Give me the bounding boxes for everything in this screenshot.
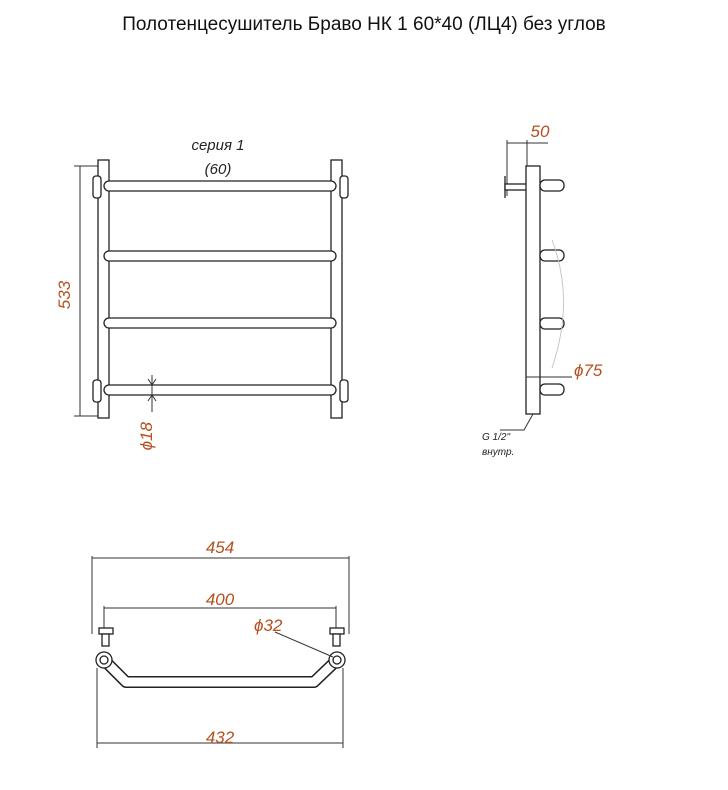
left-mount-top — [93, 176, 101, 198]
depth-dim-label: 50 — [530, 122, 550, 141]
thread-note: внутр. — [482, 447, 515, 458]
side-rung-4 — [540, 384, 564, 395]
side-rung-3 — [540, 318, 564, 329]
pipe-dim-label: ϕ32 — [254, 616, 283, 635]
page-title: Полотенцесушитель Браво НК 1 60*40 (ЛЦ4) без углов — [122, 14, 606, 35]
top-rail-inner — [104, 660, 337, 682]
top-mount-left-stem — [102, 634, 109, 646]
left-post — [98, 160, 109, 418]
tube-dim-label: ϕ18 — [137, 422, 156, 451]
rung-2 — [104, 251, 336, 261]
flange-dim-label: ϕ75 — [574, 361, 603, 380]
side-view — [482, 122, 603, 458]
series-value: (60) — [204, 161, 232, 178]
thread-leader — [500, 414, 533, 430]
front-view — [55, 137, 348, 450]
top-mount-left-plate — [99, 628, 113, 634]
width-dim-label: 432 — [205, 728, 235, 747]
side-rung-1 — [540, 180, 564, 191]
rung-4 — [104, 385, 336, 395]
top-view — [92, 538, 349, 748]
pipe-dim-leader — [275, 632, 333, 657]
side-rung-2 — [540, 250, 564, 261]
thread-label: G 1/2" — [482, 432, 511, 443]
overall-dim-label: 454 — [205, 538, 235, 557]
top-mount-right-plate — [330, 628, 344, 634]
wall-bracket-arm — [505, 184, 527, 190]
right-post — [331, 160, 342, 418]
right-mount-top — [340, 176, 348, 198]
series-label: серия 1 — [191, 137, 245, 154]
right-mount-bottom — [340, 380, 348, 402]
top-mount-right-stem — [333, 634, 340, 646]
rung-3 — [104, 318, 336, 328]
height-dim-label: 533 — [55, 280, 74, 310]
rung-1 — [104, 181, 336, 191]
top-post-left-inner — [100, 656, 108, 664]
center-dim-label: 400 — [205, 590, 235, 609]
top-post-right-inner — [333, 656, 341, 664]
left-mount-bottom — [93, 380, 101, 402]
